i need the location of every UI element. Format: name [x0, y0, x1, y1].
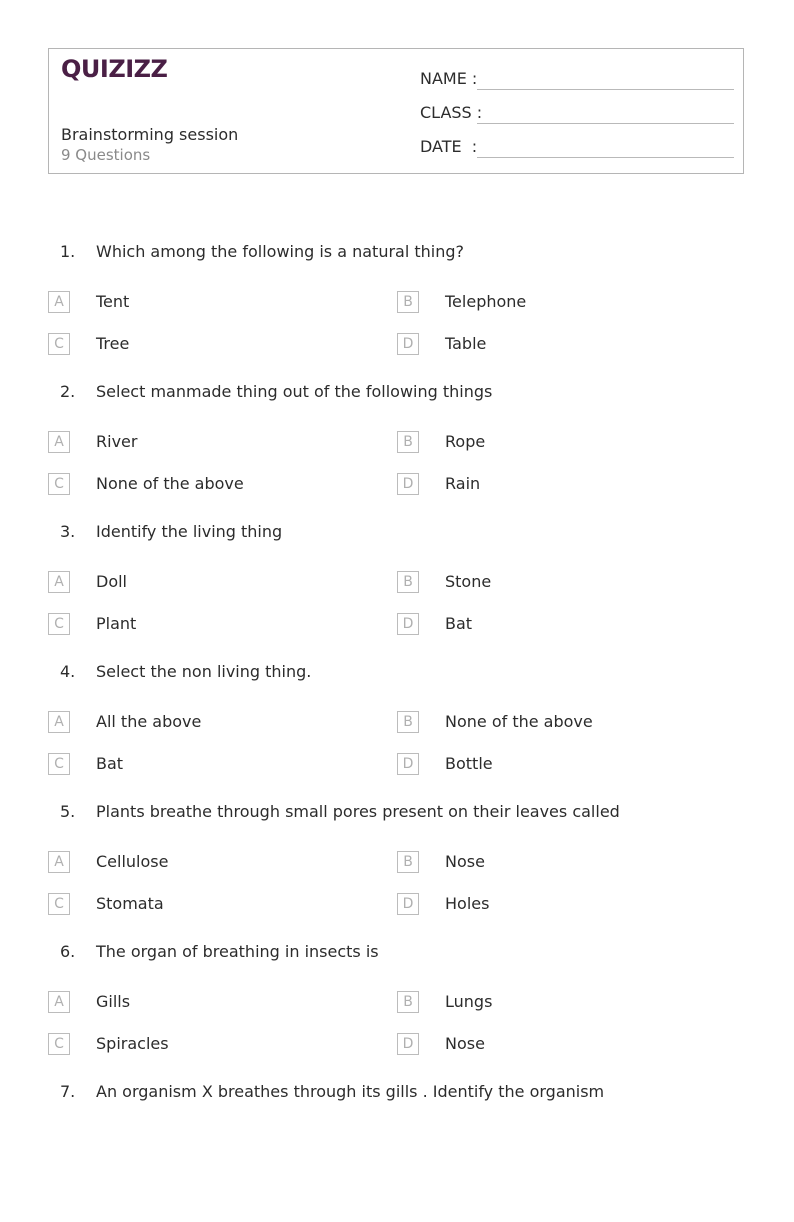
option-text: None of the above: [445, 712, 593, 731]
question-number: 7.: [60, 1082, 76, 1101]
question-text: An organism X breathes through its gills . Identify the organism: [96, 1082, 605, 1101]
option-letter-box[interactable]: D: [397, 1033, 419, 1055]
option-letter-box[interactable]: C: [48, 473, 70, 495]
option-text: Plant: [96, 614, 137, 633]
option-letter-box[interactable]: A: [48, 571, 70, 593]
question-text: The organ of breathing in insects is: [96, 942, 379, 961]
option-letter-box[interactable]: A: [48, 431, 70, 453]
date-label: DATE :: [420, 137, 478, 156]
worksheet-header: [48, 48, 744, 174]
class-label: CLASS :: [420, 103, 483, 122]
option-text: Bat: [96, 754, 124, 773]
option-text: Gills: [96, 992, 131, 1011]
option-text: Tree: [96, 334, 130, 353]
worksheet-title: Brainstorming session: [61, 125, 239, 144]
name-field[interactable]: [420, 69, 734, 93]
option-letter-box[interactable]: B: [397, 851, 419, 873]
name-line[interactable]: [477, 89, 734, 90]
question-number: 4.: [60, 662, 76, 681]
option-text: Cellulose: [96, 852, 169, 871]
option-text: Bottle: [445, 754, 493, 773]
question-6: [0, 942, 794, 1082]
option-letter-box[interactable]: B: [397, 711, 419, 733]
option-letter-box[interactable]: C: [48, 893, 70, 915]
option-text: Spiracles: [96, 1034, 169, 1053]
option-letter-box[interactable]: D: [397, 893, 419, 915]
question-text: Which among the following is a natural thing?: [96, 242, 465, 261]
option-letter-box[interactable]: A: [48, 291, 70, 313]
option-text: Telephone: [445, 292, 527, 311]
date-line[interactable]: [477, 157, 734, 158]
option-text: Tent: [96, 292, 130, 311]
question-number: 6.: [60, 942, 76, 961]
option-text: All the above: [96, 712, 202, 731]
question-count: 9 Questions: [61, 146, 151, 164]
question-7: [0, 1082, 794, 1222]
option-text: Nose: [445, 852, 485, 871]
question-2: [0, 382, 794, 522]
option-text: Rain: [445, 474, 481, 493]
name-label: NAME :: [420, 69, 478, 88]
option-text: River: [96, 432, 138, 451]
option-letter-box[interactable]: A: [48, 851, 70, 873]
question-1: [0, 242, 794, 382]
option-letter-box[interactable]: D: [397, 753, 419, 775]
option-letter-box[interactable]: B: [397, 291, 419, 313]
option-text: Stomata: [96, 894, 164, 913]
option-letter-box[interactable]: C: [48, 613, 70, 635]
option-text: Stone: [445, 572, 492, 591]
date-field[interactable]: [420, 137, 734, 161]
class-line[interactable]: [477, 123, 734, 124]
question-4: [0, 662, 794, 802]
question-number: 2.: [60, 382, 76, 401]
option-text: Lungs: [445, 992, 493, 1011]
option-text: Nose: [445, 1034, 485, 1053]
option-letter-box[interactable]: D: [397, 473, 419, 495]
question-number: 1.: [60, 242, 76, 261]
question-number: 5.: [60, 802, 76, 821]
option-letter-box[interactable]: C: [48, 753, 70, 775]
option-text: Holes: [445, 894, 490, 913]
question-text: Select manmade thing out of the following things: [96, 382, 493, 401]
option-letter-box[interactable]: A: [48, 711, 70, 733]
question-number: 3.: [60, 522, 76, 541]
option-text: None of the above: [96, 474, 244, 493]
question-5: [0, 802, 794, 942]
option-text: Rope: [445, 432, 486, 451]
option-letter-box[interactable]: B: [397, 571, 419, 593]
option-letter-box[interactable]: B: [397, 431, 419, 453]
question-3: [0, 522, 794, 662]
option-text: Doll: [96, 572, 127, 591]
option-letter-box[interactable]: B: [397, 991, 419, 1013]
option-text: Bat: [445, 614, 473, 633]
class-field[interactable]: [420, 103, 734, 127]
question-text: Identify the living thing: [96, 522, 283, 541]
quizizz-logo: QUIZIZZ: [61, 55, 168, 83]
option-letter-box[interactable]: D: [397, 613, 419, 635]
question-text: Select the non living thing.: [96, 662, 312, 681]
option-letter-box[interactable]: C: [48, 1033, 70, 1055]
question-text: Plants breathe through small pores present on their leaves called: [96, 802, 620, 821]
option-letter-box[interactable]: D: [397, 333, 419, 355]
option-letter-box[interactable]: A: [48, 991, 70, 1013]
option-text: Table: [445, 334, 487, 353]
option-letter-box[interactable]: C: [48, 333, 70, 355]
